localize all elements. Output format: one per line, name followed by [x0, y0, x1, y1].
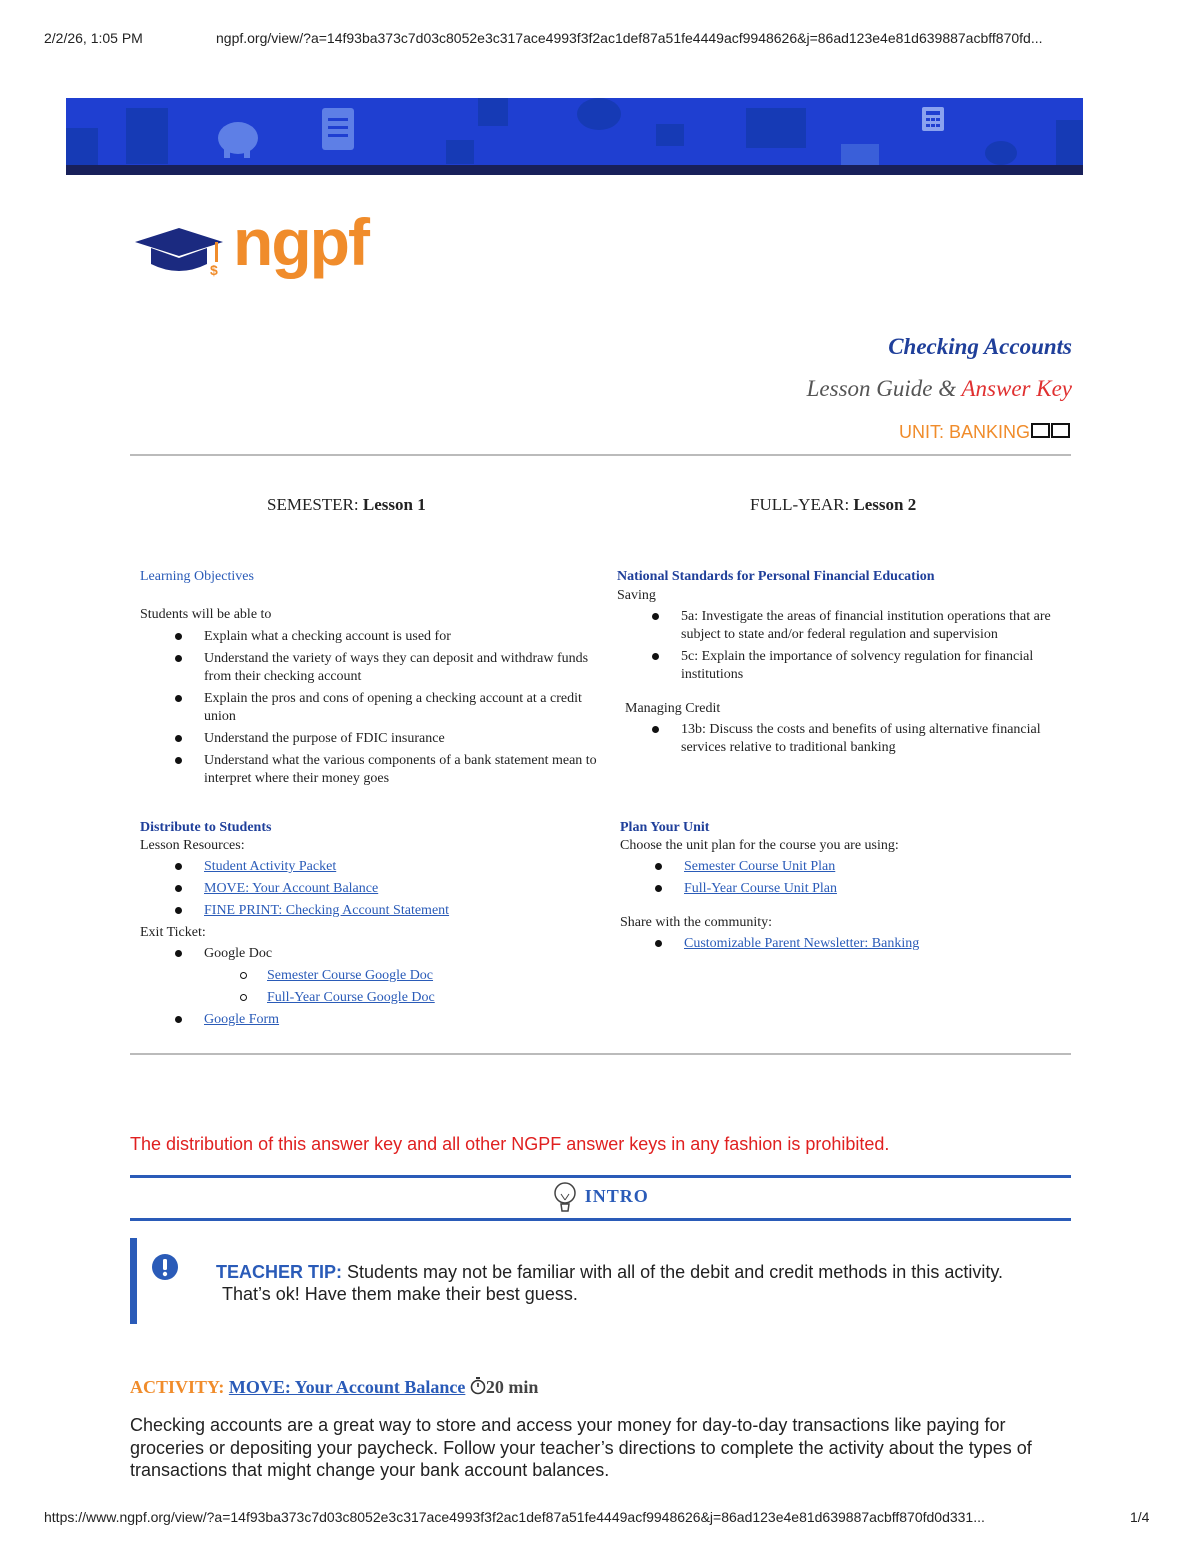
graduation-cap-icon	[133, 220, 229, 280]
google-doc-item: Google Doc	[140, 945, 600, 963]
full-year-unit-plan-link[interactable]: Full-Year Course Unit Plan	[684, 881, 837, 896]
google-form-link[interactable]: Google Form	[204, 1012, 280, 1027]
calculator-icon	[921, 106, 945, 132]
header-banner	[66, 98, 1083, 175]
resource-item	[140, 902, 600, 920]
full-year-lesson	[750, 495, 916, 515]
full-year-label: FULL-YEAR:	[750, 495, 854, 514]
piggy-bank-icon	[981, 136, 1021, 166]
doc-item	[140, 989, 600, 1007]
resource-item	[140, 858, 600, 876]
learning-objectives	[140, 568, 600, 792]
intro-heading	[0, 1180, 1200, 1216]
distribute-heading: Distribute to Students	[140, 820, 272, 835]
share-item	[620, 935, 1065, 953]
saving-label: Saving	[617, 588, 656, 603]
teacher-tip	[216, 1261, 1036, 1305]
doc-item	[140, 967, 600, 985]
activity-label: ACTIVITY:	[130, 1377, 229, 1397]
stopwatch-icon	[470, 1377, 486, 1395]
share-label: Share with the community:	[620, 915, 773, 930]
objectives-intro: Students will be able to	[140, 607, 272, 622]
piggy-bank-icon	[572, 98, 626, 134]
piggy-bank-icon	[214, 114, 264, 160]
exit-ticket-label: Exit Ticket:	[140, 925, 206, 940]
plan-unit-section	[620, 819, 1065, 957]
distribution-warning: The distribution of this answer key and all other NGPF answer keys in any fashion is prohibited.	[130, 1134, 890, 1154]
move-account-balance-link[interactable]: MOVE: Your Account Balance	[204, 881, 379, 896]
logo-text: ngpf	[233, 205, 368, 279]
plan-intro: Choose the unit plan for the course you are using:	[620, 838, 899, 853]
calculator-icon	[476, 98, 510, 128]
student-activity-packet-link[interactable]: Student Activity Packet	[204, 859, 337, 874]
divider	[130, 1053, 1071, 1055]
google-form-item	[140, 1011, 600, 1029]
intro-bottom-line	[130, 1218, 1071, 1221]
tip-accent-bar	[130, 1238, 137, 1324]
semester-unit-plan-link[interactable]: Semester Course Unit Plan	[684, 859, 836, 874]
standard-item: 5a: Investigate the areas of financial institution operations that are subject to state and/or federal regulation and supervision	[617, 608, 1062, 644]
activity-description: Checking accounts are a great way to store and access your money for day-to-day transactions like paying for groceries or depositing your paycheck. Follow your teacher’s directions to complete the activity about the types of transactions that might change your bank account balances.	[130, 1415, 1032, 1480]
print-datetime: 2/2/26, 1:05 PM	[44, 30, 143, 46]
plan-item	[620, 858, 1065, 876]
distribute-section	[140, 819, 600, 1033]
ngpf-logo	[133, 205, 393, 282]
resources-label: Lesson Resources:	[140, 838, 245, 853]
parent-newsletter-link[interactable]: Customizable Parent Newsletter: Banking	[684, 936, 920, 951]
lesson-title: Checking Accounts	[888, 334, 1072, 359]
objective-item: Understand the purpose of FDIC insurance	[140, 730, 600, 748]
activity-time: 20 min	[485, 1377, 539, 1397]
divider	[130, 454, 1071, 456]
intro-top-line	[130, 1175, 1071, 1178]
folder-icon	[841, 140, 881, 166]
objective-item: Explain the pros and cons of opening a checking account at a credit union	[140, 690, 600, 726]
plan-heading: Plan Your Unit	[620, 820, 710, 835]
full-year-google-doc-link[interactable]: Full-Year Course Google Doc	[267, 990, 435, 1005]
document-icon	[320, 106, 356, 152]
print-footer-url: https://www.ngpf.org/view/?a=14f93ba373c7d03c8052e3c317ace4993f3f2ac1def87a51fe4449acf9948626&j=86ad123e4e81d639887acbff870fd0d331...	[44, 1509, 985, 1525]
fine-print-link[interactable]: FINE PRINT: Checking Account Statement	[204, 903, 450, 918]
book-icon	[1030, 422, 1072, 440]
calculator-icon	[758, 106, 798, 146]
objectives-heading: Learning Objectives	[140, 569, 254, 584]
resource-item	[140, 880, 600, 898]
semester-label: SEMESTER:	[267, 495, 363, 514]
standard-item: 5c: Explain the importance of solvency regulation for financial institutions	[617, 648, 1062, 684]
teacher-tip-label: TEACHER TIP:	[216, 1262, 342, 1282]
semester-google-doc-link[interactable]: Semester Course Google Doc	[267, 968, 434, 983]
teacher-tip-line1: Students may not be familiar with all of the debit and credit methods in this activity.	[342, 1262, 1003, 1282]
activity-link[interactable]: MOVE: Your Account Balance	[228, 1377, 466, 1397]
print-url: ngpf.org/view/?a=14f93ba373c7d03c8052e3c317ace4993f3f2ac1def87a51fe4449acf9948626&j=86ad123e4e81d639887acbff870fd...	[216, 30, 1043, 46]
svg-text:$: $	[210, 262, 218, 278]
lesson-subtitle	[807, 376, 1072, 402]
teacher-tip-line2: That’s ok! Have them make their best guess.	[222, 1284, 578, 1304]
standards-heading: National Standards for Personal Financial Education	[617, 569, 935, 584]
answer-key-label: Answer Key	[961, 376, 1072, 401]
objective-item: Understand the variety of ways they can deposit and withdraw funds from their checking account	[140, 650, 600, 686]
activity-heading	[130, 1377, 538, 1398]
alert-icon	[151, 1253, 179, 1281]
lightbulb-icon	[551, 1180, 579, 1216]
objective-item: Understand what the various components of a bank statement mean to interpret where their money goes	[140, 752, 600, 788]
credit-label: Managing Credit	[625, 701, 721, 716]
full-year-value: Lesson 2	[853, 495, 917, 514]
plan-item	[620, 880, 1065, 898]
standard-item: 13b: Discuss the costs and benefits of using alternative financial services relative to traditional banking	[617, 721, 1062, 757]
unit-text: UNIT: BANKING	[898, 422, 1030, 442]
guide-prefix: Lesson Guide &	[806, 376, 962, 401]
page-number: 1/4	[1130, 1509, 1150, 1525]
semester-value: Lesson 1	[362, 495, 426, 514]
unit-label	[899, 422, 1072, 443]
objective-item: Explain what a checking account is used for	[140, 628, 600, 646]
intro-label: INTRO	[584, 1186, 649, 1206]
semester-lesson	[267, 495, 426, 515]
national-standards	[617, 568, 1062, 761]
